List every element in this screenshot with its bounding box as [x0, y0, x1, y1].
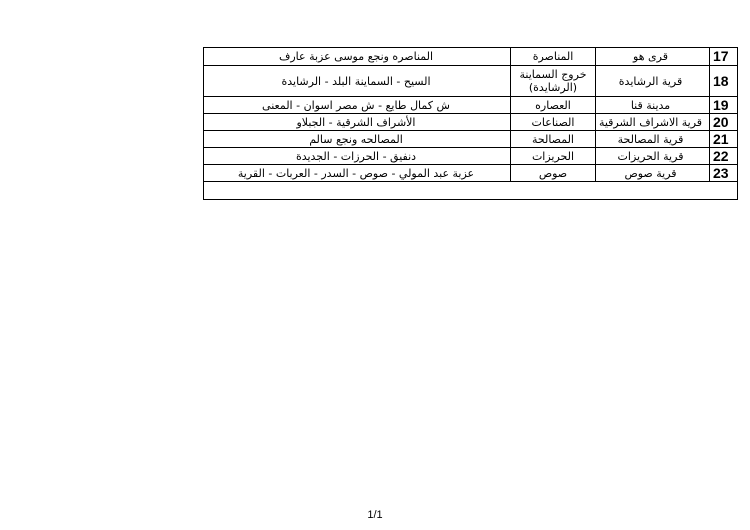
row-number: 22 — [713, 147, 729, 164]
row-number-cell — [710, 66, 738, 97]
areas-cell: المناصره ونجع موسى عزبة عارف — [204, 48, 511, 66]
table-empty-row — [204, 182, 738, 200]
village-cell: مدينة قنا — [596, 97, 710, 114]
row-number: 17 — [713, 48, 729, 64]
table-row — [204, 131, 738, 148]
areas-cell: دنفيق - الحرزات - الجديدة — [204, 148, 511, 165]
unit-cell: خروج السماينة (الرشايدة) — [511, 66, 596, 97]
areas-cell: المصالحه ونجع سالم — [204, 131, 511, 148]
table-row — [204, 114, 738, 131]
row-number-cell — [710, 97, 738, 114]
row-number-cell — [710, 114, 738, 131]
village-cell: قرية الحريزات — [596, 148, 710, 165]
unit-cell: المناصرة — [511, 48, 596, 66]
row-number: 23 — [713, 164, 729, 181]
page-indicator: 1/1 — [367, 509, 383, 521]
row-number-cell — [710, 165, 738, 182]
row-number-cell — [710, 131, 738, 148]
unit-cell: صوص — [511, 165, 596, 182]
empty-cell — [204, 182, 738, 200]
village-cell: قرية صوص — [596, 165, 710, 182]
areas-cell: ش كمال طايع - ش مصر اسوان - المعنى — [204, 97, 511, 114]
village-cell: قرية الاشراف الشرقية — [596, 114, 710, 131]
table-row — [204, 48, 738, 66]
row-number-cell — [710, 148, 738, 165]
row-number: 21 — [713, 130, 729, 147]
areas-cell: عزبة عبد المولي - صوص - السدر - العربات - القرية — [204, 165, 511, 182]
table-row — [204, 165, 738, 182]
table-row — [204, 148, 738, 165]
village-cell: قرية الرشايدة — [596, 66, 710, 97]
unit-cell: الصناعات — [511, 114, 596, 131]
unit-cell: المصالحة — [511, 131, 596, 148]
table-row — [204, 66, 738, 97]
row-number: 18 — [713, 72, 729, 89]
unit-cell: الحريزات — [511, 148, 596, 165]
village-cell: قرية المصالحة — [596, 131, 710, 148]
villages-table — [203, 47, 738, 200]
areas-cell: الأشراف الشرقية - الجبلاو — [204, 114, 511, 131]
unit-cell: العصاره — [511, 97, 596, 114]
table-row — [204, 97, 738, 114]
row-number: 19 — [713, 96, 729, 113]
row-number-cell — [710, 48, 738, 66]
areas-cell: السيح - السماينة البلد - الرشايدة — [204, 66, 511, 97]
village-cell: قرى هو — [596, 48, 710, 66]
row-number: 20 — [713, 113, 729, 130]
